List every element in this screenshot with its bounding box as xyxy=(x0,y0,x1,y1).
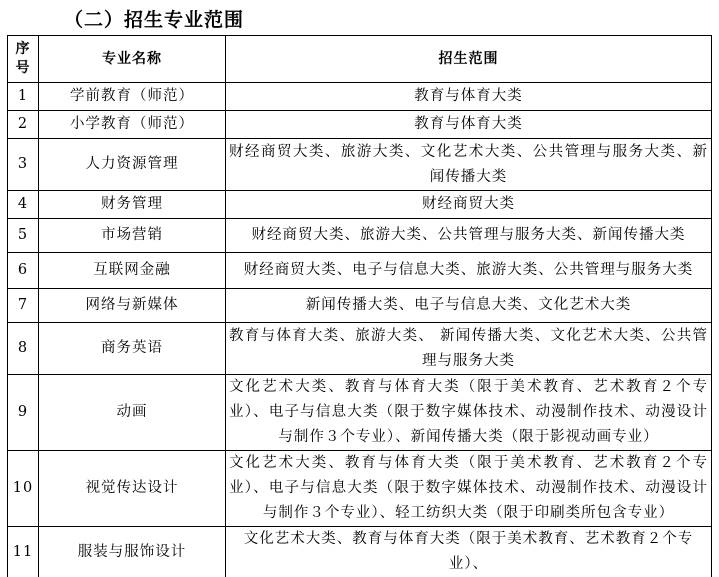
table-row xyxy=(8,191,712,219)
row-scope: 文化艺术大类、教育与体育大类（限于美术教育、艺术教育２个专业）、电子与信息大类（限于数字媒体技术、动漫制作技术、动漫设计与制作３个专业）、轻工纺织大类（限于印刷类所包含专业） xyxy=(226,451,712,527)
row-no: 9 xyxy=(8,375,39,451)
row-no: 3 xyxy=(8,139,39,191)
row-scope: 教育与体育大类 xyxy=(226,83,712,111)
row-scope: 新闻传播大类、电子与信息大类、文化艺术大类 xyxy=(226,289,712,323)
row-no: 6 xyxy=(8,253,39,289)
table-row xyxy=(8,375,712,451)
row-major-name: 学前教育（师范） xyxy=(39,83,226,111)
row-major-name: 市场营销 xyxy=(39,219,226,253)
row-no: 1 xyxy=(8,83,39,111)
row-scope: 文化艺术大类、教育与体育大类（限于美术教育、艺术教育２个专业）、 xyxy=(226,527,712,577)
row-no: 5 xyxy=(8,219,39,253)
table-row xyxy=(8,219,712,253)
row-major-name: 视觉传达设计 xyxy=(39,451,226,527)
table-row xyxy=(8,253,712,289)
header-admission-scope: 招生范围 xyxy=(226,36,712,83)
table-row xyxy=(8,83,712,111)
row-major-name: 服装与服饰设计 xyxy=(39,527,226,577)
admission-scope-table xyxy=(7,35,712,577)
row-major-name: 动画 xyxy=(39,375,226,451)
table-row xyxy=(8,451,712,527)
row-no: 7 xyxy=(8,289,39,323)
table-row xyxy=(8,139,712,191)
header-no-line1: 序 xyxy=(15,41,31,57)
row-major-name: 互联网金融 xyxy=(39,253,226,289)
table-header-row xyxy=(8,36,712,83)
row-scope: 文化艺术大类、教育与体育大类（限于美术教育、艺术教育２个专业）、电子与信息大类（限于数字媒体技术、动漫制作技术、动漫设计与制作３个专业）、新闻传播大类（限于影视动画专业） xyxy=(226,375,712,451)
header-no-line2: 号 xyxy=(15,60,31,76)
row-scope: 财经商贸大类、旅游大类、公共管理与服务大类、新闻传播大类 xyxy=(226,219,712,253)
table-row xyxy=(8,289,712,323)
row-major-name: 人力资源管理 xyxy=(39,139,226,191)
row-scope: 教育与体育大类、旅游大类、 新闻传播大类、文化艺术大类、公共管理与服务大类 xyxy=(226,323,712,375)
row-major-name: 网络与新媒体 xyxy=(39,289,226,323)
section-heading: （二）招生专业范围 xyxy=(64,9,245,31)
row-no: 8 xyxy=(8,323,39,375)
table-row xyxy=(8,527,712,577)
row-no: 2 xyxy=(8,111,39,139)
row-scope: 财经商贸大类 xyxy=(226,191,712,219)
header-no xyxy=(8,36,39,83)
row-no: 10 xyxy=(8,451,39,527)
table-row xyxy=(8,323,712,375)
row-major-name: 商务英语 xyxy=(39,323,226,375)
header-major-name: 专业名称 xyxy=(39,36,226,83)
row-no: 11 xyxy=(8,527,39,577)
row-scope: 财经商贸大类、旅游大类、文化艺术大类、公共管理与服务大类、新闻传播大类 xyxy=(226,139,712,191)
row-major-name: 小学教育（师范） xyxy=(39,111,226,139)
row-scope: 教育与体育大类 xyxy=(226,111,712,139)
row-major-name: 财务管理 xyxy=(39,191,226,219)
table-row xyxy=(8,111,712,139)
row-scope: 财经商贸大类、电子与信息大类、旅游大类、公共管理与服务大类 xyxy=(226,253,712,289)
row-no: 4 xyxy=(8,191,39,219)
